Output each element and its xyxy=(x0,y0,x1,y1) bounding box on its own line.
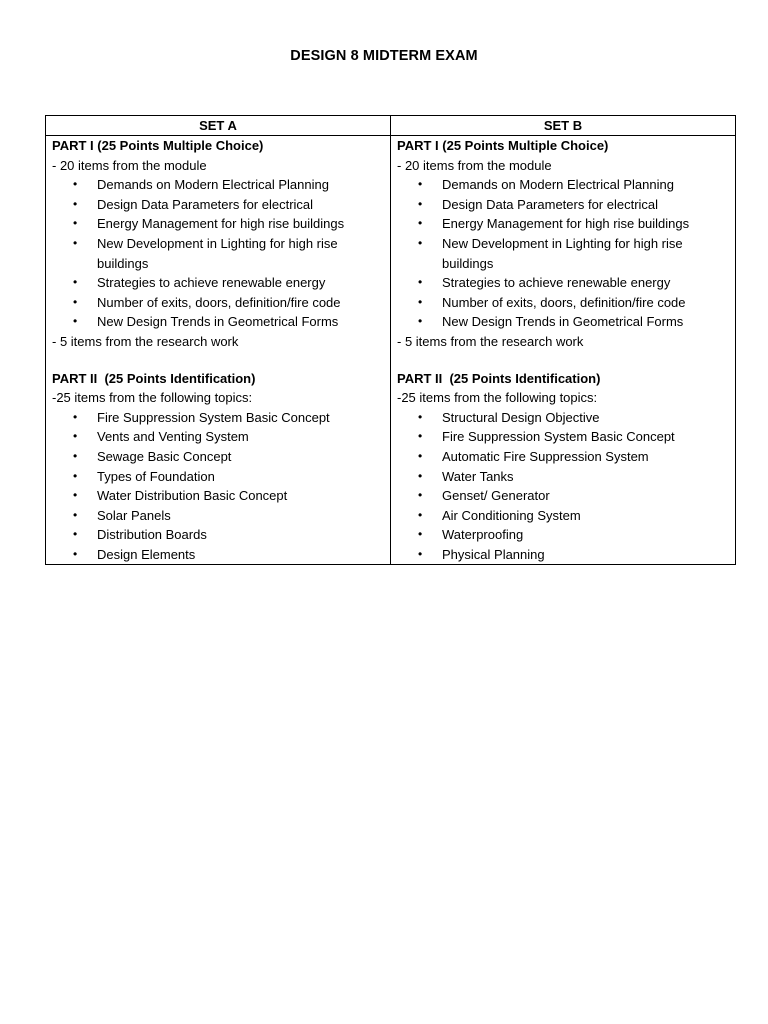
bullet-icon: • xyxy=(418,294,423,309)
bullet-icon: • xyxy=(73,177,78,192)
topic-text: Distribution Boards xyxy=(97,527,207,543)
topic-text: Demands on Modern Electrical Planning xyxy=(97,177,329,193)
bullet-icon: • xyxy=(418,409,423,424)
list-item xyxy=(52,293,384,313)
list-item xyxy=(397,273,729,293)
part1-heading: PART I (25 Points Multiple Choice) xyxy=(397,138,609,153)
topic-text: Water Distribution Basic Concept xyxy=(97,488,288,504)
topic-text: Water Tanks xyxy=(442,468,514,484)
topic-text: Genset/ Generator xyxy=(442,488,550,504)
list-item xyxy=(52,408,384,428)
bullet-icon: • xyxy=(418,235,423,250)
topic-text: Sewage Basic Concept xyxy=(97,448,232,464)
list-item xyxy=(397,175,729,195)
set-b-cell xyxy=(391,136,736,565)
part2-heading: PART II (25 Points Identification) xyxy=(52,370,256,386)
list-item xyxy=(397,467,729,487)
topic-text: New Design Trends in Geometrical Forms xyxy=(97,314,339,330)
bullet-icon: • xyxy=(73,488,78,503)
topic-text: Strategies to achieve renewable energy xyxy=(97,275,326,291)
topic-text: New Development in Lighting for high rise buildings xyxy=(97,235,338,271)
list-item xyxy=(52,175,384,195)
bullet-icon: • xyxy=(418,177,423,192)
topic-text: Design Data Parameters for electrical xyxy=(442,196,659,212)
bullet-icon: • xyxy=(73,507,78,522)
topic-text: Fire Suppression System Basic Concept xyxy=(97,409,330,425)
topic-text: New Design Trends in Geometrical Forms xyxy=(442,314,684,330)
bullet-icon: • xyxy=(73,527,78,542)
bullet-icon: • xyxy=(418,488,423,503)
bullet-icon: • xyxy=(418,196,423,211)
table-body-row xyxy=(46,136,736,565)
list-item xyxy=(52,506,384,526)
list-item xyxy=(397,506,729,526)
part1-intro: - 20 items from the module xyxy=(52,157,207,173)
part1-topic-list xyxy=(52,175,384,332)
list-item xyxy=(397,195,729,215)
list-item xyxy=(52,525,384,545)
list-item xyxy=(397,486,729,506)
bullet-icon: • xyxy=(73,314,78,329)
list-item xyxy=(52,545,384,565)
topic-text: New Development in Lighting for high rise buildings xyxy=(442,235,683,271)
bullet-icon: • xyxy=(73,546,78,561)
bullet-icon: • xyxy=(418,468,423,483)
bullet-icon: • xyxy=(418,429,423,444)
bullet-icon: • xyxy=(418,507,423,522)
topic-text: Energy Management for high rise buildings xyxy=(97,216,345,232)
list-item xyxy=(397,293,729,313)
bullet-icon: • xyxy=(418,314,423,329)
bullet-icon: • xyxy=(73,409,78,424)
list-item xyxy=(397,427,729,447)
list-item xyxy=(397,525,729,545)
topic-text: Energy Management for high rise buildings xyxy=(442,216,690,232)
topic-text: Design Elements xyxy=(97,546,196,562)
bullet-icon: • xyxy=(418,216,423,231)
topic-text: Design Data Parameters for electrical xyxy=(97,196,314,212)
part1-outro: - 5 items from the research work xyxy=(52,333,239,349)
list-item xyxy=(52,234,384,273)
bullet-icon: • xyxy=(418,275,423,290)
table-header-row xyxy=(46,116,736,136)
part2-heading: PART II (25 Points Identification) xyxy=(397,370,601,386)
bullet-icon: • xyxy=(418,546,423,561)
list-item xyxy=(52,214,384,234)
topic-text: Waterproofing xyxy=(442,527,524,543)
topic-text: Strategies to achieve renewable energy xyxy=(442,275,671,291)
bullet-icon: • xyxy=(418,448,423,463)
part2-topic-list xyxy=(52,408,384,565)
part1-topic-list xyxy=(397,175,729,332)
set-a-header: SET A xyxy=(46,116,391,136)
part2-intro: -25 items from the following topics: xyxy=(52,390,253,406)
page-title: DESIGN 8 MIDTERM EXAM xyxy=(290,48,478,64)
bullet-icon: • xyxy=(73,196,78,211)
list-item xyxy=(52,312,384,332)
exam-sets-table xyxy=(45,115,736,565)
bullet-icon: • xyxy=(73,468,78,483)
list-item xyxy=(397,447,729,467)
list-item xyxy=(397,214,729,234)
topic-text: Vents and Venting System xyxy=(97,429,249,445)
topic-text: Air Conditioning System xyxy=(442,507,581,523)
bullet-icon: • xyxy=(73,294,78,309)
list-item xyxy=(52,195,384,215)
part2-intro: -25 items from the following topics: xyxy=(397,390,598,406)
list-item xyxy=(52,427,384,447)
list-item xyxy=(397,545,729,565)
part1-heading: PART I (25 Points Multiple Choice) xyxy=(52,138,264,153)
part1-outro: - 5 items from the research work xyxy=(397,333,584,349)
topic-text: Solar Panels xyxy=(97,507,171,523)
list-item xyxy=(52,467,384,487)
topic-text: Number of exits, doors, definition/fire code xyxy=(97,294,341,310)
topic-text: Number of exits, doors, definition/fire code xyxy=(442,294,686,310)
set-b-header: SET B xyxy=(391,116,736,136)
topic-text: Types of Foundation xyxy=(97,468,215,484)
list-item xyxy=(52,447,384,467)
section-spacer xyxy=(52,352,384,369)
topic-text: Physical Planning xyxy=(442,546,545,562)
set-a-cell xyxy=(46,136,391,565)
part2-topic-list xyxy=(397,408,729,565)
list-item xyxy=(397,234,729,273)
bullet-icon: • xyxy=(73,216,78,231)
list-item xyxy=(397,312,729,332)
topic-text: Structural Design Objective xyxy=(442,409,600,425)
section-spacer xyxy=(397,352,729,369)
bullet-icon: • xyxy=(418,527,423,542)
topic-text: Demands on Modern Electrical Planning xyxy=(442,177,674,193)
list-item xyxy=(52,486,384,506)
topic-text: Automatic Fire Suppression System xyxy=(442,448,649,464)
list-item xyxy=(52,273,384,293)
bullet-icon: • xyxy=(73,448,78,463)
bullet-icon: • xyxy=(73,275,78,290)
bullet-icon: • xyxy=(73,429,78,444)
list-item xyxy=(397,408,729,428)
part1-intro: - 20 items from the module xyxy=(397,157,552,173)
topic-text: Fire Suppression System Basic Concept xyxy=(442,429,675,445)
bullet-icon: • xyxy=(73,235,78,250)
